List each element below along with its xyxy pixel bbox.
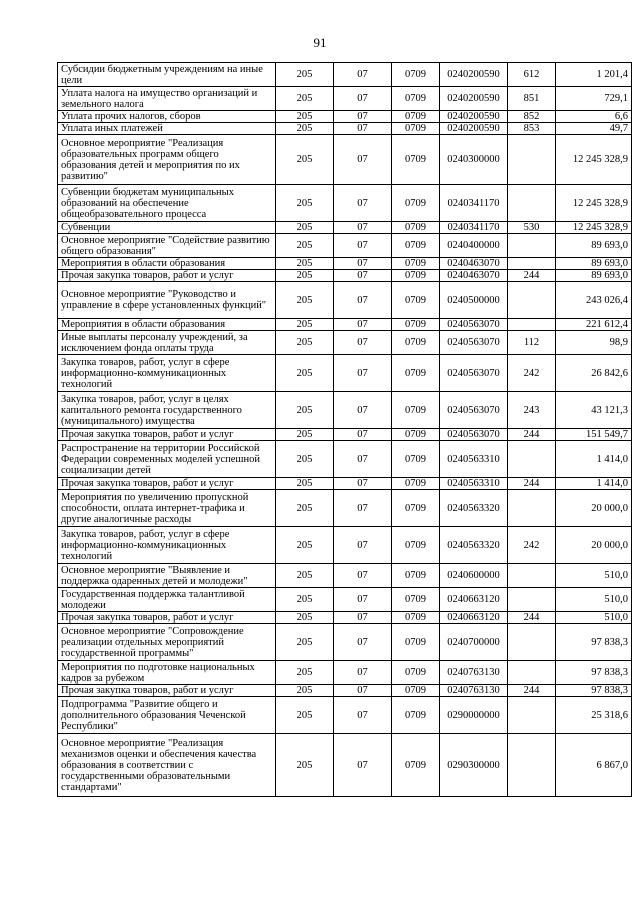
cell-name: Закупка товаров, работ, услуг в сфере информационно-коммуникационных технологий bbox=[58, 355, 276, 392]
cell-target-article: 0240200590 bbox=[440, 123, 508, 135]
cell-ved-code: 205 bbox=[276, 135, 334, 185]
cell-amount: 1 201,4 bbox=[556, 63, 632, 87]
cell-section-code: 07 bbox=[334, 685, 392, 697]
table-row bbox=[58, 527, 632, 564]
cell-name: Распространение на территории Российской Федерации современных моделей успешной социализации детей bbox=[58, 441, 276, 478]
cell-subsection-code: 0709 bbox=[392, 234, 440, 258]
cell-name: Государственная поддержка талантливой молодежи bbox=[58, 588, 276, 612]
cell-ved-code: 205 bbox=[276, 123, 334, 135]
cell-expense-type: 612 bbox=[508, 63, 556, 87]
table-row bbox=[58, 624, 632, 661]
cell-amount: 89 693,0 bbox=[556, 234, 632, 258]
cell-expense-type bbox=[508, 319, 556, 331]
cell-subsection-code: 0709 bbox=[392, 111, 440, 123]
cell-ved-code: 205 bbox=[276, 685, 334, 697]
cell-name: Субвенции бюджетам муниципальных образований на обеспечение общеобразовательного процесса bbox=[58, 185, 276, 222]
cell-name: Основное мероприятие "Содействие развитию общего образования" bbox=[58, 234, 276, 258]
cell-name: Основное мероприятие "Сопровождение реализации отдельных мероприятий государственной программы" bbox=[58, 624, 276, 661]
cell-target-article: 0240563320 bbox=[440, 490, 508, 527]
cell-expense-type bbox=[508, 282, 556, 319]
cell-name: Мероприятия по подготовке национальных кадров за рубежом bbox=[58, 661, 276, 685]
cell-expense-type bbox=[508, 135, 556, 185]
cell-target-article: 0240463070 bbox=[440, 270, 508, 282]
cell-subsection-code: 0709 bbox=[392, 123, 440, 135]
cell-section-code: 07 bbox=[334, 441, 392, 478]
cell-section-code: 07 bbox=[334, 111, 392, 123]
cell-name: Субвенции bbox=[58, 222, 276, 234]
cell-subsection-code: 0709 bbox=[392, 392, 440, 429]
cell-subsection-code: 0709 bbox=[392, 697, 440, 734]
cell-name: Уплата прочих налогов, сборов bbox=[58, 111, 276, 123]
cell-expense-type: 244 bbox=[508, 429, 556, 441]
cell-name: Основное мероприятие "Реализация образовательных программ общего образования детей и мероприятия по их развитию" bbox=[58, 135, 276, 185]
cell-target-article: 0240200590 bbox=[440, 111, 508, 123]
cell-expense-type bbox=[508, 734, 556, 797]
cell-section-code: 07 bbox=[334, 270, 392, 282]
cell-ved-code: 205 bbox=[276, 331, 334, 355]
cell-section-code: 07 bbox=[334, 478, 392, 490]
cell-name: Основное мероприятие "Выявление и поддержка одаренных детей и молодежи" bbox=[58, 564, 276, 588]
table-row bbox=[58, 63, 632, 87]
cell-amount: 151 549,7 bbox=[556, 429, 632, 441]
page-number: 91 bbox=[313, 35, 327, 50]
cell-amount: 98,9 bbox=[556, 331, 632, 355]
cell-expense-type bbox=[508, 234, 556, 258]
cell-section-code: 07 bbox=[334, 185, 392, 222]
cell-expense-type: 243 bbox=[508, 392, 556, 429]
cell-amount: 49,7 bbox=[556, 123, 632, 135]
table-row bbox=[58, 564, 632, 588]
cell-expense-type: 244 bbox=[508, 612, 556, 624]
cell-subsection-code: 0709 bbox=[392, 612, 440, 624]
table-row bbox=[58, 331, 632, 355]
cell-amount: 1 414,0 bbox=[556, 441, 632, 478]
cell-expense-type: 244 bbox=[508, 270, 556, 282]
cell-subsection-code: 0709 bbox=[392, 441, 440, 478]
table-row bbox=[58, 392, 632, 429]
cell-section-code: 07 bbox=[334, 697, 392, 734]
cell-amount: 510,0 bbox=[556, 612, 632, 624]
cell-ved-code: 205 bbox=[276, 111, 334, 123]
cell-target-article: 0240563070 bbox=[440, 392, 508, 429]
cell-subsection-code: 0709 bbox=[392, 270, 440, 282]
cell-ved-code: 205 bbox=[276, 697, 334, 734]
cell-target-article: 0240341170 bbox=[440, 185, 508, 222]
cell-ved-code: 205 bbox=[276, 661, 334, 685]
table-row bbox=[58, 123, 632, 135]
cell-expense-type: 242 bbox=[508, 527, 556, 564]
cell-amount: 12 245 328,9 bbox=[556, 185, 632, 222]
cell-target-article: 0240563070 bbox=[440, 331, 508, 355]
cell-section-code: 07 bbox=[334, 588, 392, 612]
cell-target-article: 0240200590 bbox=[440, 63, 508, 87]
cell-subsection-code: 0709 bbox=[392, 355, 440, 392]
cell-ved-code: 205 bbox=[276, 734, 334, 797]
cell-expense-type bbox=[508, 258, 556, 270]
cell-expense-type bbox=[508, 661, 556, 685]
cell-name: Закупка товаров, работ, услуг в целях капитального ремонта государственного (муниципального) имущества bbox=[58, 392, 276, 429]
cell-expense-type: 244 bbox=[508, 478, 556, 490]
cell-ved-code: 205 bbox=[276, 441, 334, 478]
cell-section-code: 07 bbox=[334, 331, 392, 355]
cell-amount: 6 867,0 bbox=[556, 734, 632, 797]
cell-name: Основное мероприятие "Реализация механизмов оценки и обеспечения качества образования в соответствии с государственными образовательными стандартами" bbox=[58, 734, 276, 797]
cell-subsection-code: 0709 bbox=[392, 63, 440, 87]
cell-ved-code: 205 bbox=[276, 270, 334, 282]
cell-name: Иные выплаты персоналу учреждений, за исключением фонда оплаты труда bbox=[58, 331, 276, 355]
cell-section-code: 07 bbox=[334, 429, 392, 441]
cell-expense-type: 244 bbox=[508, 685, 556, 697]
table-row bbox=[58, 697, 632, 734]
cell-name: Закупка товаров, работ, услуг в сфере информационно-коммуникационных технологий bbox=[58, 527, 276, 564]
cell-target-article: 0240600000 bbox=[440, 564, 508, 588]
cell-section-code: 07 bbox=[334, 87, 392, 111]
cell-target-article: 0240700000 bbox=[440, 624, 508, 661]
cell-subsection-code: 0709 bbox=[392, 685, 440, 697]
cell-name: Подпрограмма "Развитие общего и дополнительного образования Чеченской Республики" bbox=[58, 697, 276, 734]
table-row bbox=[58, 135, 632, 185]
cell-section-code: 07 bbox=[334, 527, 392, 564]
cell-ved-code: 205 bbox=[276, 87, 334, 111]
cell-section-code: 07 bbox=[334, 624, 392, 661]
cell-ved-code: 205 bbox=[276, 490, 334, 527]
cell-subsection-code: 0709 bbox=[392, 282, 440, 319]
cell-target-article: 0240563070 bbox=[440, 429, 508, 441]
cell-target-article: 0240563310 bbox=[440, 441, 508, 478]
budget-table bbox=[57, 62, 632, 797]
cell-ved-code: 205 bbox=[276, 63, 334, 87]
cell-ved-code: 205 bbox=[276, 234, 334, 258]
cell-target-article: 0240341170 bbox=[440, 222, 508, 234]
cell-subsection-code: 0709 bbox=[392, 87, 440, 111]
cell-section-code: 07 bbox=[334, 612, 392, 624]
cell-target-article: 0240763130 bbox=[440, 685, 508, 697]
cell-target-article: 0240300000 bbox=[440, 135, 508, 185]
table-row bbox=[58, 185, 632, 222]
cell-subsection-code: 0709 bbox=[392, 564, 440, 588]
cell-amount: 1 414,0 bbox=[556, 478, 632, 490]
cell-amount: 221 612,4 bbox=[556, 319, 632, 331]
cell-amount: 510,0 bbox=[556, 588, 632, 612]
cell-ved-code: 205 bbox=[276, 392, 334, 429]
cell-section-code: 07 bbox=[334, 123, 392, 135]
cell-target-article: 0290300000 bbox=[440, 734, 508, 797]
cell-target-article: 0240563310 bbox=[440, 478, 508, 490]
cell-section-code: 07 bbox=[334, 564, 392, 588]
cell-amount: 510,0 bbox=[556, 564, 632, 588]
cell-expense-type: 112 bbox=[508, 331, 556, 355]
cell-amount: 43 121,3 bbox=[556, 392, 632, 429]
table-row bbox=[58, 234, 632, 258]
table-row bbox=[58, 282, 632, 319]
cell-amount: 97 838,3 bbox=[556, 685, 632, 697]
cell-section-code: 07 bbox=[334, 135, 392, 185]
table-row bbox=[58, 588, 632, 612]
cell-name: Субсидии бюджетным учреждениям на иные цели bbox=[58, 63, 276, 87]
cell-target-article: 0240200590 bbox=[440, 87, 508, 111]
cell-subsection-code: 0709 bbox=[392, 478, 440, 490]
cell-ved-code: 205 bbox=[276, 429, 334, 441]
cell-section-code: 07 bbox=[334, 319, 392, 331]
table-row bbox=[58, 490, 632, 527]
cell-amount: 97 838,3 bbox=[556, 624, 632, 661]
cell-expense-type: 853 bbox=[508, 123, 556, 135]
cell-name: Прочая закупка товаров, работ и услуг bbox=[58, 270, 276, 282]
cell-amount: 729,1 bbox=[556, 87, 632, 111]
cell-amount: 89 693,0 bbox=[556, 258, 632, 270]
table-row bbox=[58, 111, 632, 123]
cell-amount: 12 245 328,9 bbox=[556, 135, 632, 185]
cell-amount: 243 026,4 bbox=[556, 282, 632, 319]
cell-ved-code: 205 bbox=[276, 185, 334, 222]
cell-expense-type bbox=[508, 588, 556, 612]
table-row bbox=[58, 355, 632, 392]
cell-expense-type bbox=[508, 441, 556, 478]
cell-ved-code: 205 bbox=[276, 319, 334, 331]
cell-subsection-code: 0709 bbox=[392, 319, 440, 331]
cell-expense-type: 852 bbox=[508, 111, 556, 123]
cell-section-code: 07 bbox=[334, 234, 392, 258]
cell-target-article: 0240500000 bbox=[440, 282, 508, 319]
cell-target-article: 0240763130 bbox=[440, 661, 508, 685]
cell-subsection-code: 0709 bbox=[392, 331, 440, 355]
cell-ved-code: 205 bbox=[276, 527, 334, 564]
table-row bbox=[58, 685, 632, 697]
cell-name: Прочая закупка товаров, работ и услуг bbox=[58, 685, 276, 697]
cell-ved-code: 205 bbox=[276, 588, 334, 612]
cell-subsection-code: 0709 bbox=[392, 429, 440, 441]
cell-ved-code: 205 bbox=[276, 478, 334, 490]
table-row bbox=[58, 258, 632, 270]
cell-ved-code: 205 bbox=[276, 564, 334, 588]
cell-name: Прочая закупка товаров, работ и услуг bbox=[58, 612, 276, 624]
cell-subsection-code: 0709 bbox=[392, 490, 440, 527]
cell-section-code: 07 bbox=[334, 392, 392, 429]
cell-target-article: 0240463070 bbox=[440, 258, 508, 270]
cell-name: Уплата иных платежей bbox=[58, 123, 276, 135]
cell-expense-type bbox=[508, 624, 556, 661]
cell-target-article: 0240663120 bbox=[440, 588, 508, 612]
cell-subsection-code: 0709 bbox=[392, 624, 440, 661]
cell-amount: 6,6 bbox=[556, 111, 632, 123]
table-row bbox=[58, 319, 632, 331]
cell-ved-code: 205 bbox=[276, 624, 334, 661]
table-body bbox=[58, 63, 632, 797]
cell-expense-type: 242 bbox=[508, 355, 556, 392]
table-row bbox=[58, 612, 632, 624]
cell-target-article: 0240563070 bbox=[440, 319, 508, 331]
cell-name: Мероприятия в области образования bbox=[58, 319, 276, 331]
table-row bbox=[58, 87, 632, 111]
cell-subsection-code: 0709 bbox=[392, 135, 440, 185]
cell-ved-code: 205 bbox=[276, 355, 334, 392]
cell-expense-type bbox=[508, 697, 556, 734]
cell-section-code: 07 bbox=[334, 490, 392, 527]
table-row bbox=[58, 270, 632, 282]
cell-section-code: 07 bbox=[334, 734, 392, 797]
cell-amount: 12 245 328,9 bbox=[556, 222, 632, 234]
cell-ved-code: 205 bbox=[276, 612, 334, 624]
cell-section-code: 07 bbox=[334, 63, 392, 87]
cell-target-article: 0240663120 bbox=[440, 612, 508, 624]
cell-subsection-code: 0709 bbox=[392, 258, 440, 270]
cell-amount: 97 838,3 bbox=[556, 661, 632, 685]
cell-target-article: 0240563320 bbox=[440, 527, 508, 564]
cell-amount: 20 000,0 bbox=[556, 527, 632, 564]
cell-target-article: 0240400000 bbox=[440, 234, 508, 258]
table-row bbox=[58, 478, 632, 490]
cell-section-code: 07 bbox=[334, 258, 392, 270]
cell-amount: 26 842,6 bbox=[556, 355, 632, 392]
cell-target-article: 0240563070 bbox=[440, 355, 508, 392]
cell-expense-type: 851 bbox=[508, 87, 556, 111]
cell-expense-type bbox=[508, 564, 556, 588]
cell-subsection-code: 0709 bbox=[392, 588, 440, 612]
cell-subsection-code: 0709 bbox=[392, 734, 440, 797]
cell-name: Прочая закупка товаров, работ и услуг bbox=[58, 429, 276, 441]
table-row bbox=[58, 441, 632, 478]
cell-section-code: 07 bbox=[334, 222, 392, 234]
cell-expense-type: 530 bbox=[508, 222, 556, 234]
cell-section-code: 07 bbox=[334, 282, 392, 319]
cell-subsection-code: 0709 bbox=[392, 527, 440, 564]
cell-section-code: 07 bbox=[334, 355, 392, 392]
cell-name: Мероприятия в области образования bbox=[58, 258, 276, 270]
table-row bbox=[58, 661, 632, 685]
cell-expense-type bbox=[508, 490, 556, 527]
cell-name: Уплата налога на имущество организаций и земельного налога bbox=[58, 87, 276, 111]
cell-name: Мероприятия по увеличению пропускной способности, оплата интернет-трафика и другие аналогичные расходы bbox=[58, 490, 276, 527]
cell-name: Основное мероприятие "Руководство и управление в сфере установленных функций" bbox=[58, 282, 276, 319]
table-row bbox=[58, 429, 632, 441]
cell-section-code: 07 bbox=[334, 661, 392, 685]
table-row bbox=[58, 222, 632, 234]
cell-amount: 25 318,6 bbox=[556, 697, 632, 734]
cell-amount: 20 000,0 bbox=[556, 490, 632, 527]
cell-ved-code: 205 bbox=[276, 282, 334, 319]
cell-amount: 89 693,0 bbox=[556, 270, 632, 282]
cell-ved-code: 205 bbox=[276, 258, 334, 270]
cell-ved-code: 205 bbox=[276, 222, 334, 234]
cell-expense-type bbox=[508, 185, 556, 222]
cell-subsection-code: 0709 bbox=[392, 661, 440, 685]
table-row bbox=[58, 734, 632, 797]
cell-target-article: 0290000000 bbox=[440, 697, 508, 734]
cell-subsection-code: 0709 bbox=[392, 222, 440, 234]
cell-name: Прочая закупка товаров, работ и услуг bbox=[58, 478, 276, 490]
cell-subsection-code: 0709 bbox=[392, 185, 440, 222]
